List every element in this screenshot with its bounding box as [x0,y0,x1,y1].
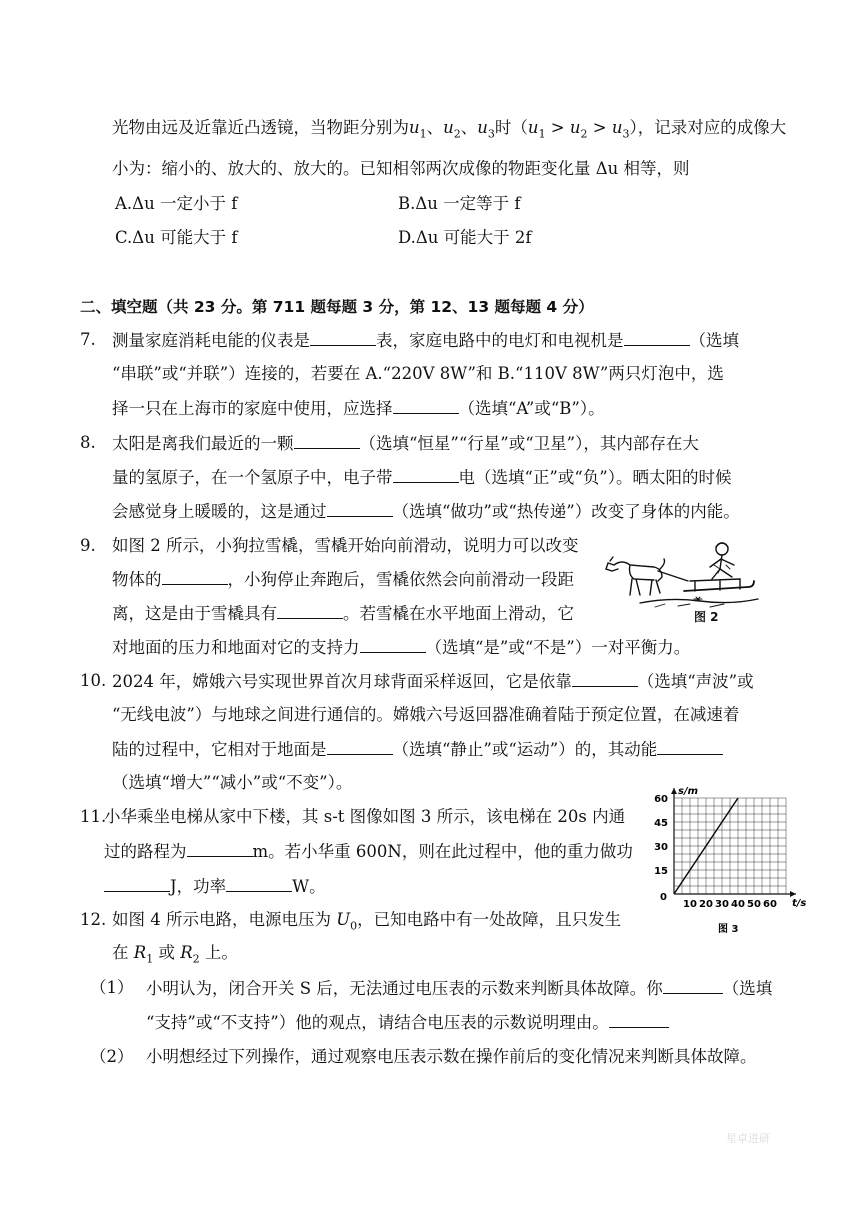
x-tick-label: 40 [731,899,745,910]
y-tick-label: 30 [654,842,668,853]
q9-blank1[interactable] [162,568,228,585]
q8-line1: 太阳是离我们最近的一颗 （选填“恒星”“行星”或“卫星”），其内部存在大 [112,434,699,453]
q8-line2: 量的氢原子，在一个氢原子中，电子带 电（选填“正”或“负”）。晒太阳的时候 [112,468,732,487]
q11-blank1[interactable] [187,840,253,857]
q6-option-d: D.Δu 可能大于 2f [398,228,532,247]
q7-number: 7. [80,330,96,349]
q7-line1: 测量家庭消耗电能的仪表是 表，家庭电路中的电灯和电视机是 （选填 [112,331,739,350]
x-tick-label: 60 [763,899,777,910]
y-tick-label: 45 [654,818,668,829]
y-axis-arrow [671,788,677,794]
figure-2-dog-sled [600,535,760,630]
y-tick-label: 60 [654,794,668,805]
x-axis-label: t/s [792,898,807,909]
figure-3-caption: 图 3 [718,924,739,934]
q11-line2: 过的路程为 m。若小华重 600N，则在此过程中，他的重力做功 [104,842,633,861]
q11-blank3[interactable] [226,875,292,892]
origin-label: 0 [660,892,667,903]
x-tick-label: 30 [715,899,729,910]
q9-blank2[interactable] [277,602,343,619]
q6-option-c: C.Δu 可能大于 f [115,228,238,247]
q9-number: 9. [80,536,96,555]
q12-blank1[interactable] [663,977,723,994]
q10-line3: 陆的过程中，它相对于地面是 （选填“静止”或“运动”）的，其动能 [112,738,723,761]
q7-blank1[interactable] [310,329,376,346]
section2-title: 二、填空题（共 23 分。第 711 题每题 3 分，第 12、13 题每题 4 分） [80,298,594,316]
q12-part1-line2: “支持”或“不支持”）他的观点，请结合电压表的示数说明理由。 [146,1011,669,1034]
q12-part1-line1: 小明认为，闭合开关 S 后，无法通过电压表的示数来判断具体故障。你 （选填 [146,979,773,998]
q11-number: 11. [80,807,107,826]
q6-option-b: B.Δu 一定等于 f [398,194,521,213]
q11-blank2[interactable] [104,875,170,892]
y-axis-label: s/m [678,786,699,797]
q8-number: 8. [80,433,96,452]
q10-blank2[interactable] [327,738,393,755]
q10-blank3[interactable] [657,738,723,755]
watermark: 星卓进研 [726,1132,770,1145]
q10-line4: （选填“增大”“减小”或“不变”）。 [112,773,353,792]
q9-blank3[interactable] [360,636,426,653]
q9-line1: 如图 2 所示，小狗拉雪橇，雪橇开始向前滑动，说明力可以改变 [112,536,579,555]
q12-part2-number: （2） [90,1047,134,1066]
q11-line1: 小华乘坐电梯从家中下楼，其 s-t 图像如图 3 所示，该电梯在 20s 内通 [104,807,626,826]
q8-blank2[interactable] [393,466,459,483]
q12-line2: 在 $R_1$ 或 $R_2$ 上。 [112,943,238,966]
q8-blank3[interactable] [327,500,393,517]
chart-grid [674,798,786,894]
y-tick-label: 15 [654,866,668,877]
q7-blank2[interactable] [624,329,690,346]
x-tick-label: 10 [683,899,697,910]
x-axis-arrow [790,891,796,897]
chart-ticks [654,786,806,934]
q8-line3: 会感觉身上暖暖的，这是通过 （选填“做功”或“热传递”）改变了身体的内能。 [112,502,740,521]
q11-line3: J，功率 W。 [104,875,326,898]
q12-number: 12. [80,910,107,929]
q9-line2: 物体的 ，小狗停止奔跑后，雪橇依然会向前滑动一段距 [112,570,574,589]
q6-line1: 光物由远及近靠近凸透镜，当物距分别为$u_1$、$u_2$、$u_3$时$(u_1 > u_2 > u_3)$，记录对应的成像大 [112,118,787,141]
q8-blank1[interactable] [294,432,360,449]
q12-part1-number: （1） [90,978,134,997]
q10-line1: 2024 年，嫦娥六号实现世界首次月球背面采样返回，它是依靠 （选填“声波”或 [112,672,754,691]
q10-number: 10. [80,671,107,690]
q7-blank3[interactable] [393,397,459,414]
q9-line3: 离，这是由于雪橇具有 。若雪橇在水平地面上滑动，它 [112,604,574,623]
q10-blank1[interactable] [572,670,638,687]
q6-option-a: A.Δu 一定小于 f [115,194,238,213]
q9-line4: 对地面的压力和地面对它的支持力 （选填“是”或“不是”）一对平衡力。 [112,638,691,657]
q10-line2: “无线电波”）与地球之间进行通信的。嫦娥六号返回器准确着陆于预定位置，在减速着 [112,705,740,724]
q12-blank2[interactable] [609,1011,669,1028]
q7-line2: “串联”或“并联”）连接的，若要在 A.“220V 8W”和 B.“110V 8W”两只灯泡中，选 [112,364,724,383]
q12-line1: 如图 4 所示电路，电源电压为 $U_0$，已知电路中有一处故障，且只发生 [112,910,622,933]
q7-line3: 择一只在上海市的家庭中使用，应选择 （选填“A”或“B”）。 [112,399,605,418]
figure-2-caption: 图 2 [694,610,719,624]
figure-3-s-t-chart [648,776,813,934]
q12-part2-line1: 小明想经过下列操作，通过观察电压表示数在操作前后的变化情况来判断具体故障。 [146,1047,757,1066]
x-tick-label: 20 [699,899,713,910]
q6-line2: 小为：缩小的、放大的、放大的。已知相邻两次成像的物距变化量 Δu 相等，则 [112,159,690,178]
x-tick-label: 50 [747,899,761,910]
